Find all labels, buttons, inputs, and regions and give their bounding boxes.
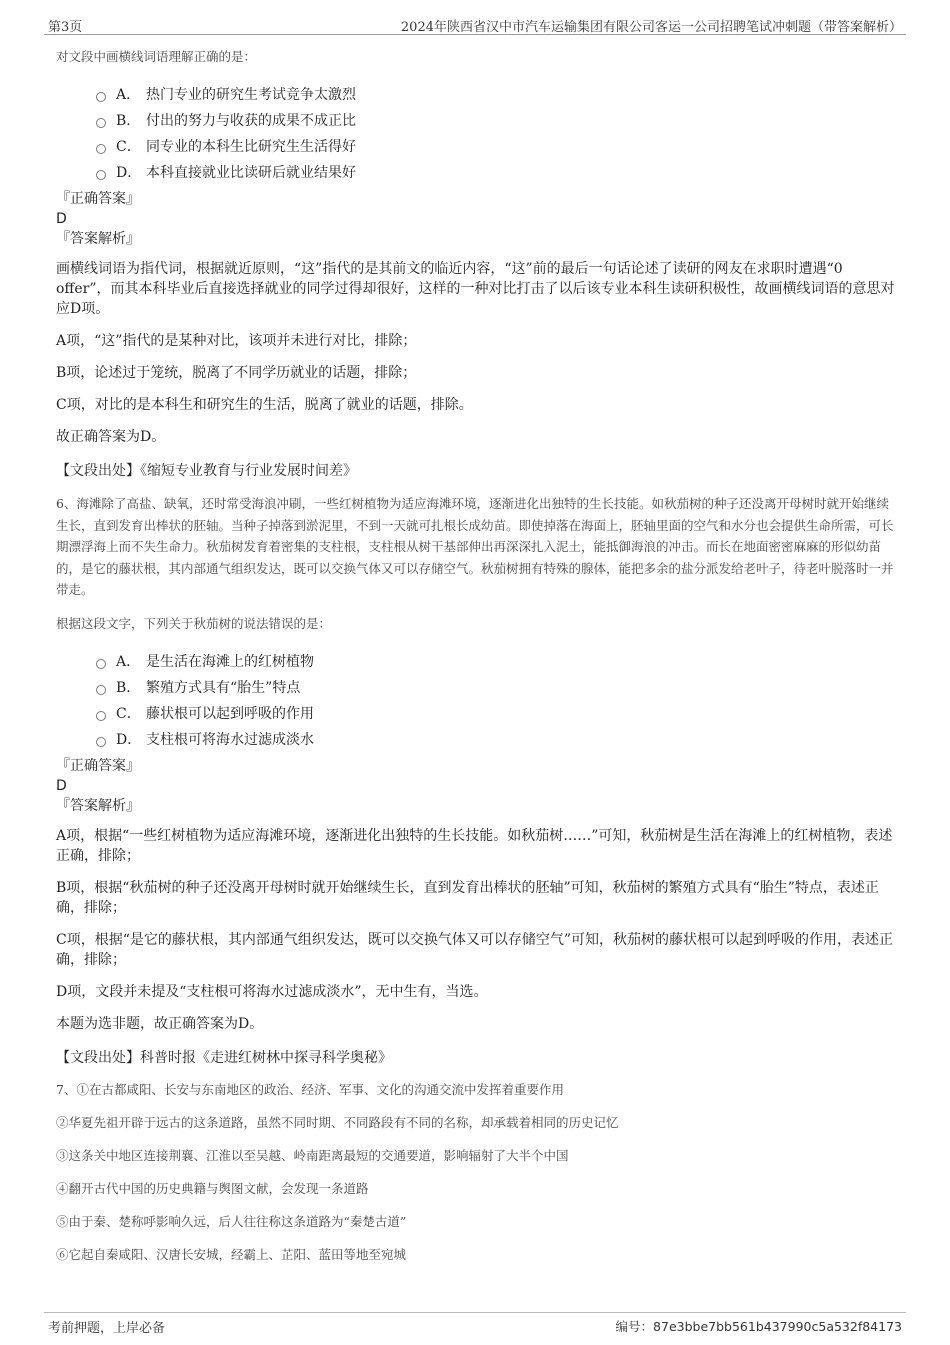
- option-c[interactable]: [96, 133, 896, 159]
- question-6: [56, 493, 896, 1068]
- radio-icon[interactable]: [96, 118, 106, 128]
- analysis-paragraph: B项，论述过于笼统，脱离了不同学历就业的话题，排除；: [56, 365, 417, 381]
- option-a[interactable]: [96, 81, 896, 107]
- analysis-paragraph: B项，根据“秋茄树的种子还没离开母树时就开始继续生长，直到发育出棒状的胚轴”可知，秋茄树的繁殖方式具有“胎生”特点，表述正确，排除；: [56, 879, 879, 916]
- analysis-paragraph: A项，“这”指代的是某种对比，该项并未进行对比，排除；: [56, 333, 417, 349]
- analysis-paragraph: C项，对比的是本科生和研究生的生活，脱离了就业的话题，排除。: [56, 397, 473, 413]
- radio-icon[interactable]: [96, 92, 106, 102]
- option-text: 本科直接就业比读研后就业结果好: [146, 165, 356, 181]
- option-letter: C．: [116, 705, 141, 722]
- answer-label: 『正确答案』: [56, 191, 140, 207]
- option-text: 藤状根可以起到呼吸的作用: [146, 705, 314, 722]
- radio-icon[interactable]: [96, 711, 106, 721]
- radio-icon[interactable]: [96, 144, 106, 154]
- option-c[interactable]: [96, 700, 896, 726]
- source-citation: 【文段出处】科普时报《走进红树林中探寻科学奥秘》: [56, 1049, 392, 1066]
- analysis-paragraph: 本题为选非题，故正确答案为D。: [56, 1015, 264, 1032]
- analysis-paragraph: C项，根据“是它的藤状根，其内部通气组织发达，既可以交换气体又可以存储空气”可知，秋茄树的藤状根可以起到呼吸的作用，表述正确，排除；: [56, 931, 894, 968]
- analysis-label: 『答案解析』: [56, 231, 140, 247]
- question-7: [56, 1080, 896, 1265]
- page-content: [56, 46, 896, 1278]
- source-citation: 【文段出处】《缩短专业教育与行业发展时间差》: [56, 463, 357, 479]
- option-text: 繁殖方式具有“胎生”特点: [146, 679, 301, 696]
- question-5: [56, 46, 896, 481]
- option-b[interactable]: [96, 674, 896, 700]
- sequence-item: 7、①在古都咸阳、长安与东南地区的政治、经济、军事、文化的沟通交流中发挥着重要作用: [56, 1081, 564, 1097]
- document-id: 编号：87e3bbe7bb561b437990c5a532f84173: [615, 1319, 902, 1334]
- sequence-item: ④翻开古代中国的历史典籍与舆图文献，会发现一条道路: [56, 1180, 369, 1196]
- radio-icon[interactable]: [96, 685, 106, 695]
- options-list: [96, 81, 896, 185]
- answer-value: D: [56, 211, 67, 227]
- option-d[interactable]: [96, 159, 896, 185]
- option-letter: C．: [116, 139, 141, 155]
- radio-icon[interactable]: [96, 659, 106, 669]
- option-letter: D．: [116, 165, 142, 181]
- option-letter: A．: [116, 87, 141, 103]
- radio-icon[interactable]: [96, 170, 106, 180]
- analysis-paragraph: 故正确答案为D。: [56, 429, 166, 445]
- document-title: 2024年陕西省汉中市汽车运输集团有限公司客运一公司招聘笔试冲刺题（带答案解析）: [400, 20, 902, 35]
- option-letter: D．: [116, 731, 142, 748]
- sequence-item: ②华夏先祖开辟于远古的这条道路，虽然不同时期、不同路段有不同的名称，却承载着相同的历史记忆: [56, 1114, 619, 1130]
- option-text: 支柱根可将海水过滤成淡水: [146, 731, 314, 748]
- footer-slogan: 考前押题，上岸必备: [48, 1321, 166, 1336]
- sequence-item: ⑥它起自秦咸阳、汉唐长安城，经霸上、芷阳、蓝田等地至宛城: [56, 1246, 407, 1262]
- question-stem: 根据这段文字，下列关于秋茄树的说法错误的是：: [56, 615, 332, 631]
- page-number: 第3页: [48, 20, 83, 35]
- option-text: 同专业的本科生比研究生生活得好: [146, 139, 356, 155]
- options-list: [96, 648, 896, 752]
- radio-icon[interactable]: [96, 737, 106, 747]
- option-text: 付出的努力与收获的成果不成正比: [146, 113, 356, 129]
- option-letter: A．: [116, 653, 141, 670]
- page-header: [44, 12, 906, 35]
- option-text: 热门专业的研究生考试竞争太激烈: [146, 87, 356, 103]
- analysis-paragraph: D项，文段并未提及“支柱根可将海水过滤成淡水”，无中生有，当选。: [56, 983, 488, 1000]
- analysis-label: 『答案解析』: [56, 797, 140, 814]
- option-d[interactable]: [96, 726, 896, 752]
- option-letter: B．: [116, 679, 141, 696]
- analysis-paragraph: 画横线词语为指代词，根据就近原则，“这”指代的是其前文的临近内容，“这”前的最后一句话论述了读研的网友在求职时遭遇“0 offer”，而其本科毕业后直接选择就业的同学过得却很好，这样的一种对比打击了以后该专业本科生读研积极性，故画横线词语的意思对应D项。: [56, 261, 895, 317]
- answer-value: D: [56, 777, 67, 794]
- option-letter: B．: [116, 113, 141, 129]
- option-a[interactable]: [96, 648, 896, 674]
- option-b[interactable]: [96, 107, 896, 133]
- question-stem: 对文段中画横线词语理解正确的是：: [56, 49, 257, 64]
- question-passage: 6、海滩除了高盐、缺氧，还时常受海浪冲刷，一些红树植物为适应海滩环境，逐渐进化出独特的生长技能。如秋茄树的种子还没离开母树时就开始继续生长，直到发育出棒状的胚轴。当种子掉落到淤泥里，不到一天就可扎根长成幼苗。即使掉落在海面上，胚轴里面的空气和水分也会提供生命所需，可长期漂浮海上而不失生命力。秋茄树发育着密集的支柱根，支柱根从树干基部伸出再深深扎入泥土，能抵御海浪的冲击。而长在地面密密麻麻的形似幼苗的，是它的藤状根，其内部通气组织发达，既可以交换气体又可以存储空气。秋茄树拥有特殊的腺体，能把多余的盐分派发给老叶子，待老叶脱落时一并带走。: [56, 496, 894, 597]
- sequence-item: ⑤由于秦、楚称呼影响久远，后人往往称这条道路为“秦楚古道”: [56, 1213, 407, 1229]
- option-text: 是生活在海滩上的红树植物: [146, 653, 314, 670]
- answer-label: 『正确答案』: [56, 757, 140, 774]
- page-footer: [44, 1312, 906, 1335]
- analysis-paragraph: A项，根据“一些红树植物为适应海滩环境，逐渐进化出独特的生长技能。如秋茄树……”可知，秋茄树是生活在海滩上的红树植物，表述正确，排除；: [56, 827, 893, 864]
- sequence-item: ③这条关中地区连接荆襄、江淮以至吴越、岭南距离最短的交通要道，影响辐射了大半个中国: [56, 1147, 569, 1163]
